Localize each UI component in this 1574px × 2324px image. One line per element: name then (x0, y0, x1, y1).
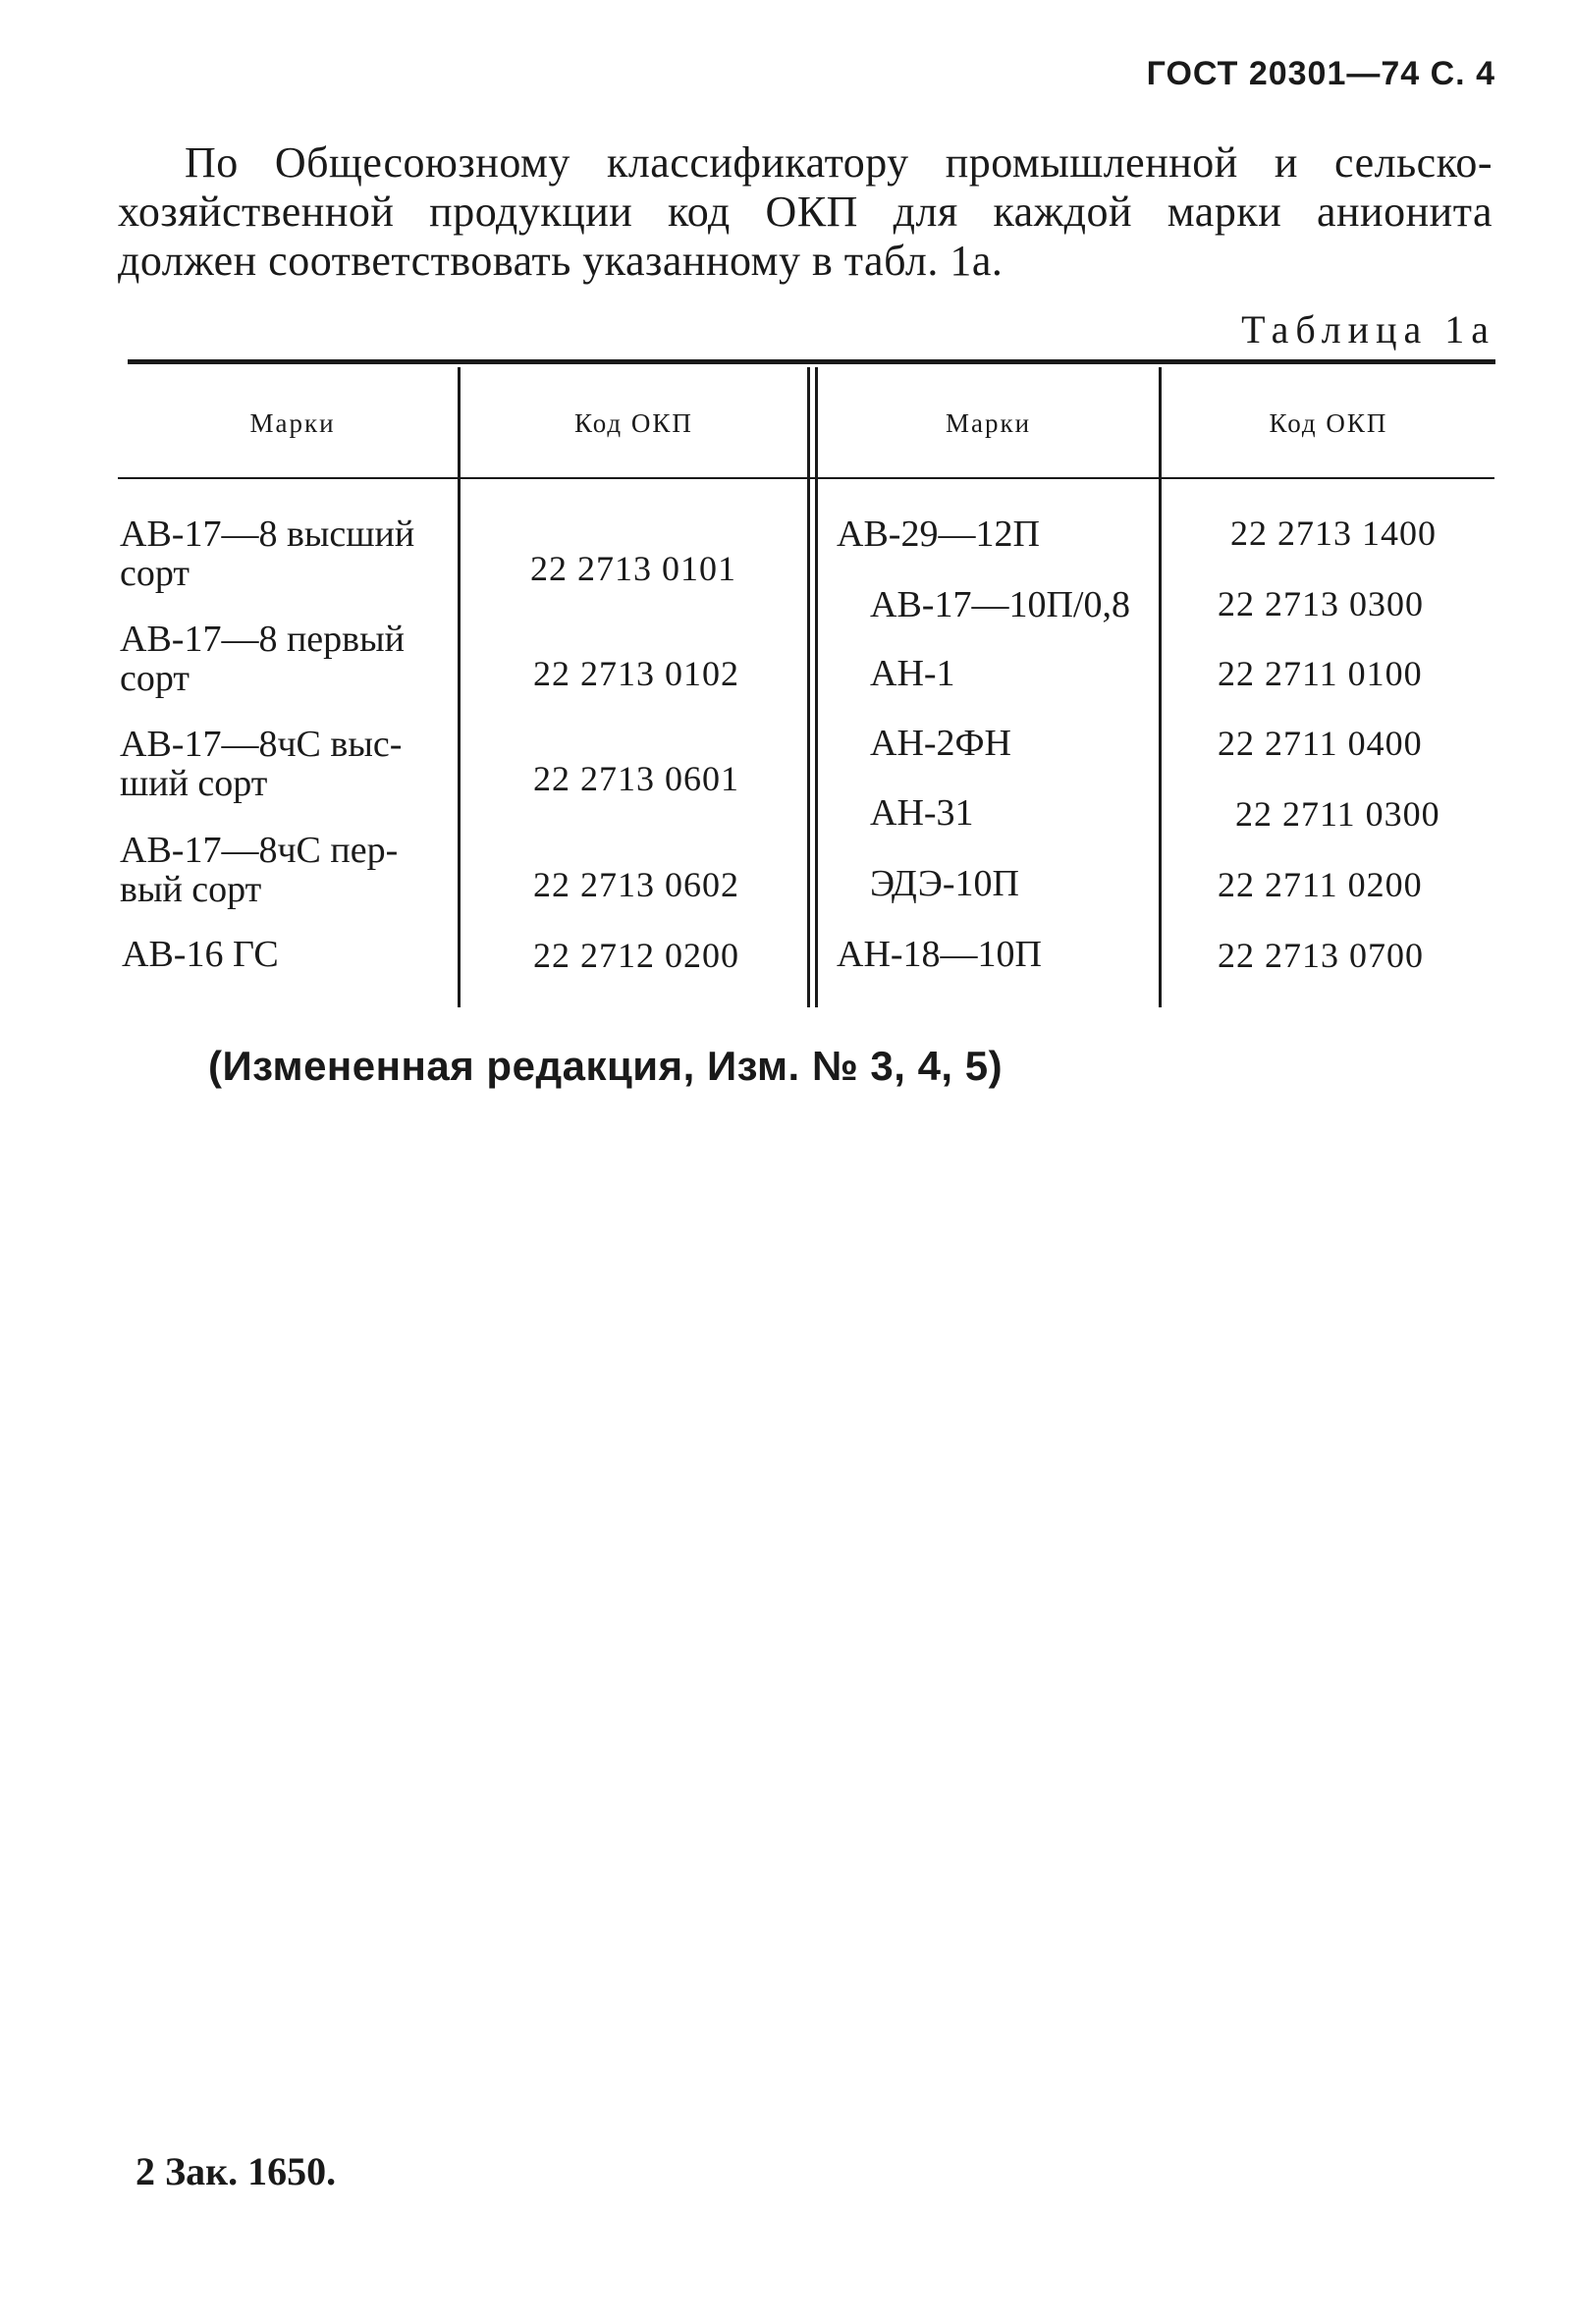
left-brand-4 (120, 831, 398, 909)
table-header-rule (118, 477, 1494, 479)
header-brand-right: Марки (945, 408, 1032, 438)
header-brand-left: Марки (249, 408, 336, 438)
table-double-divider-a (807, 367, 810, 1007)
header-code-left: Код ОКП (574, 408, 693, 438)
left-code-2: 22 2713 0102 (533, 654, 739, 693)
right-brand-4: АН-2ФН (870, 723, 1012, 764)
left-code-1: 22 2713 0101 (530, 549, 736, 588)
right-code-7: 22 2713 0700 (1218, 936, 1424, 975)
right-code-1: 22 2713 1400 (1230, 513, 1437, 553)
left-brand-4-line1: АВ-17—8чС пер- (120, 830, 399, 871)
header-code-right: Код ОКП (1269, 408, 1388, 438)
amendment-note: (Измененная редакция, Изм. № 3, 4, 5) (208, 1043, 1004, 1089)
table-col-divider-3 (1159, 367, 1162, 1007)
right-code-6: 22 2711 0200 (1218, 865, 1423, 904)
table-col-divider-1 (458, 367, 461, 1007)
left-brand-2-line1: АВ-17—8 первый (120, 619, 405, 660)
left-brand-3 (120, 725, 402, 803)
right-brand-3: АН-1 (870, 653, 955, 694)
left-brand-5-line1: АВ-16 ГС (122, 934, 279, 975)
page-header: ГОСТ 20301—74 С. 4 (1146, 55, 1495, 92)
right-code-4: 22 2711 0400 (1218, 724, 1423, 763)
left-brand-3-line2: ший сорт (120, 763, 268, 804)
left-code-3: 22 2713 0601 (533, 759, 739, 798)
page-footer: 2 Зак. 1650. (136, 2149, 337, 2193)
left-code-4: 22 2713 0602 (533, 865, 739, 904)
left-brand-1 (120, 514, 414, 593)
intro-line-2: хозяйственной продукции код ОКП для каждой марки анионита (118, 188, 1493, 236)
table-top-rule (128, 359, 1495, 364)
left-brand-4-line2: вый сорт (120, 869, 262, 910)
table-caption: Таблица 1а (1241, 307, 1495, 351)
right-code-2: 22 2713 0300 (1218, 584, 1424, 623)
right-brand-2: АВ-17—10П/0,8 (870, 584, 1130, 625)
left-brand-2-line2: сорт (120, 658, 190, 699)
left-brand-5 (122, 935, 279, 974)
left-brand-2 (120, 620, 405, 698)
right-brand-6: ЭДЭ-10П (870, 863, 1019, 904)
table-double-divider-b (815, 367, 818, 1007)
right-brand-7: АН-18—10П (837, 934, 1042, 975)
right-code-5: 22 2711 0300 (1235, 794, 1440, 834)
intro-line-1: По Общесоюзному классификатору промышленной и сельско- (185, 138, 1493, 187)
right-brand-5: АН-31 (870, 792, 974, 834)
intro-line-3: должен соответствовать указанному в табл. 1а. (118, 237, 1004, 285)
right-code-3: 22 2711 0100 (1218, 654, 1423, 693)
left-brand-1-line1: АВ-17—8 высший (120, 513, 415, 555)
right-brand-1: АВ-29—12П (837, 513, 1040, 555)
left-code-5: 22 2712 0200 (533, 936, 739, 975)
left-brand-1-line2: сорт (120, 553, 190, 594)
left-brand-3-line1: АВ-17—8чС выс- (120, 724, 403, 765)
